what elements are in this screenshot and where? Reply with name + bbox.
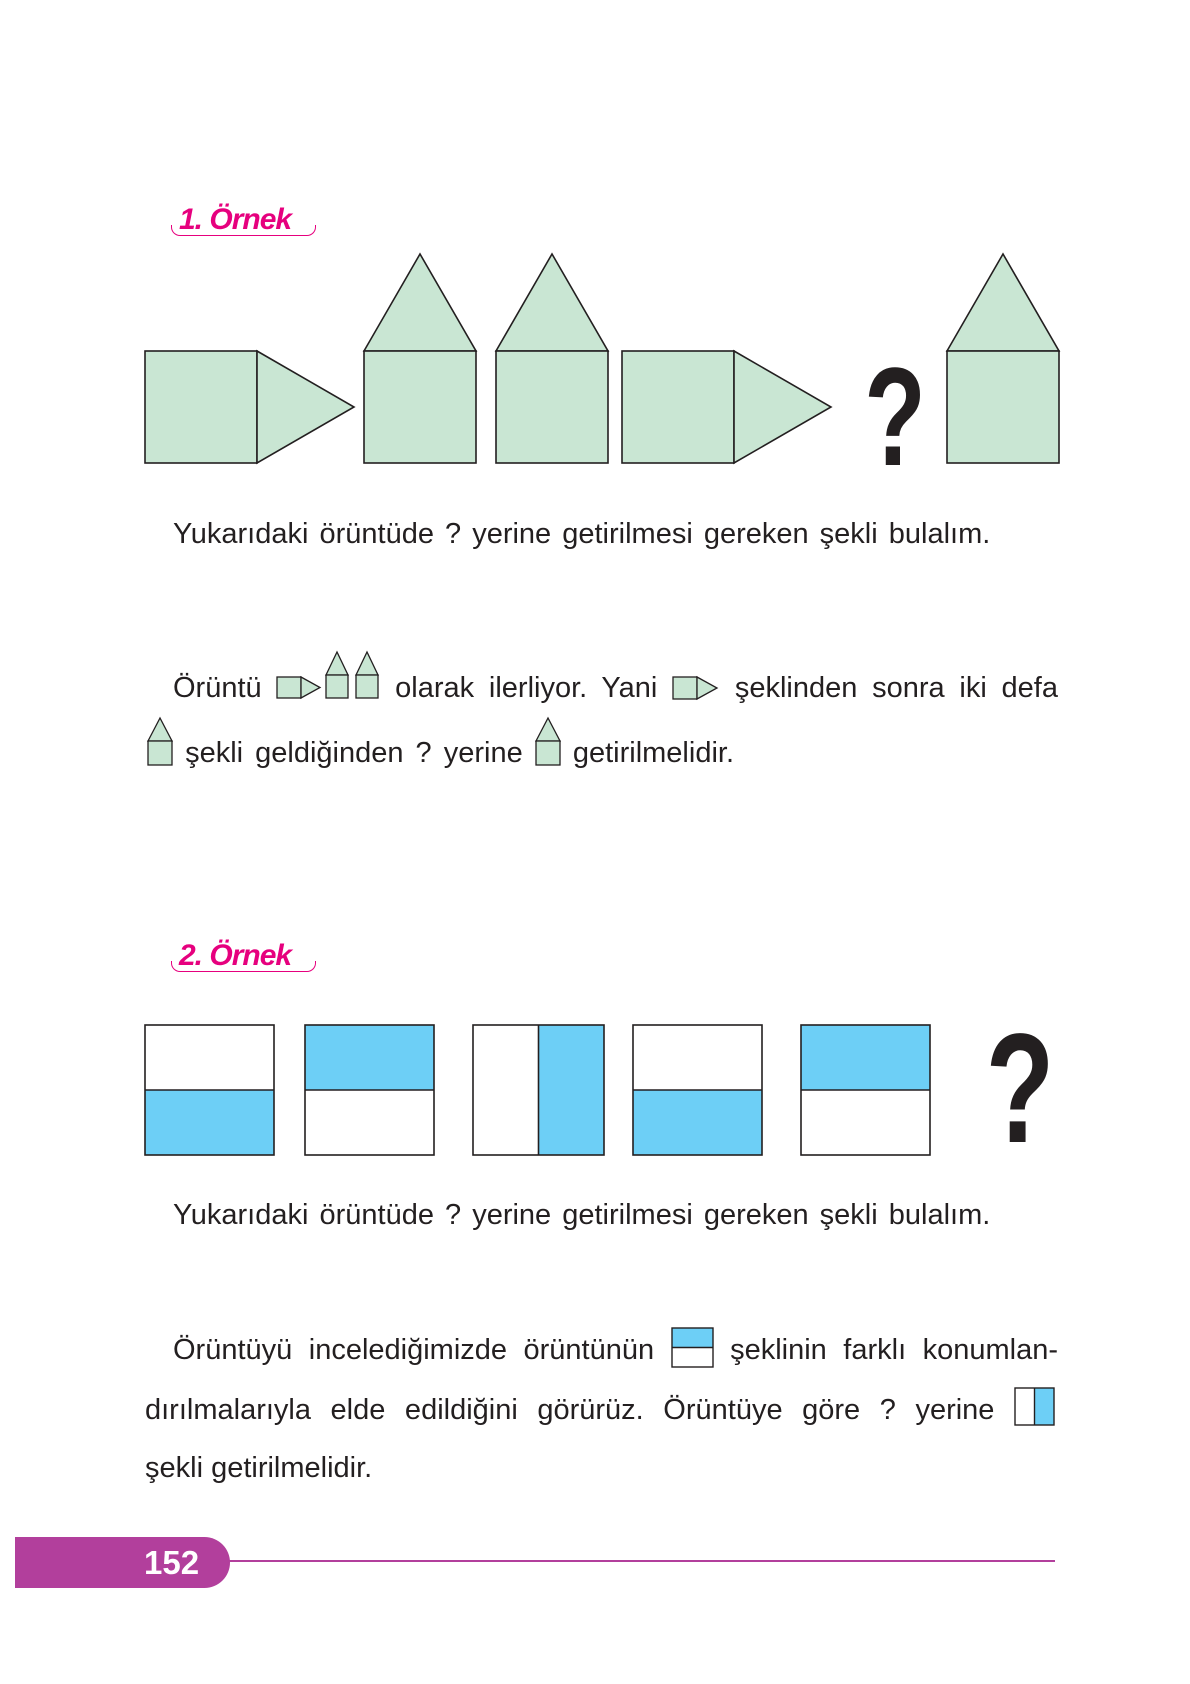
half-blue-right-square-icon xyxy=(1014,1387,1055,1426)
explanation-text: Örüntü xyxy=(173,672,262,704)
heading-bracket xyxy=(171,225,316,236)
house-icon xyxy=(535,717,561,766)
triangle xyxy=(257,351,354,463)
half-blue-top-square-icon xyxy=(671,1327,714,1368)
house-icon xyxy=(326,652,348,698)
explanation-text: Örüntüyü incelediğimizde örüntünün xyxy=(173,1334,655,1366)
question-mark xyxy=(986,1015,1055,1160)
example-2-heading: 2. Örnek xyxy=(179,939,292,972)
triangle xyxy=(734,351,831,463)
explanation-text: dırılmalarıyla elde edildiğini görürüz. Örüntüye göre ? yerine xyxy=(145,1394,995,1426)
roof-triangle xyxy=(496,254,608,351)
example-2-explanation-line-2 xyxy=(145,1390,1055,1430)
square xyxy=(947,351,1059,463)
square-with-triangle-icon xyxy=(672,676,720,700)
roof-triangle xyxy=(364,254,476,351)
example-1-prompt: Yukarıdaki örüntüde ? yerine getirilmesi gereken şekli bulalım. xyxy=(173,518,991,550)
square xyxy=(364,351,476,463)
example-2-pattern xyxy=(0,1015,1190,1160)
square-with-triangle-shape xyxy=(622,351,831,463)
explanation-text: olarak ilerliyor. Yani xyxy=(395,672,658,704)
house-icon xyxy=(356,652,378,698)
example-2-explanation-line-1 xyxy=(173,1330,1058,1370)
split-square-blue-bottom xyxy=(633,1025,762,1155)
square xyxy=(496,351,608,463)
split-square-blue-top xyxy=(305,1025,434,1155)
example-1-heading: 1. Örnek xyxy=(179,203,292,236)
house-shape xyxy=(364,254,476,463)
example-1-pattern xyxy=(0,240,1190,480)
example-2-prompt: Yukarıdaki örüntüde ? yerine getirilmesi gereken şekli bulalım. xyxy=(173,1199,991,1231)
blue-half xyxy=(145,1090,274,1155)
question-mark xyxy=(864,339,926,480)
split-square-blue-bottom xyxy=(145,1025,274,1155)
blue-half xyxy=(539,1025,605,1155)
explanation-text: şekli geldiğinden ? yerine xyxy=(185,737,523,769)
heading-bracket xyxy=(171,961,316,972)
example-1-explanation-line-2 xyxy=(147,733,734,773)
square-with-triangle-shape xyxy=(145,351,354,463)
split-square-blue-right xyxy=(473,1025,604,1155)
explanation-text: getirilmelidir. xyxy=(572,737,735,769)
page-number: 152 xyxy=(144,1544,200,1581)
footer-rule xyxy=(229,1560,1055,1562)
house-shape xyxy=(947,254,1059,463)
square xyxy=(145,351,257,463)
square-with-triangle-icon xyxy=(277,677,320,698)
explanation-text: şeklinin farklı konumlan- xyxy=(730,1334,1058,1366)
roof-triangle xyxy=(947,254,1059,351)
question-mark-text: ? xyxy=(985,1015,1055,1160)
pattern-unit-icon xyxy=(276,650,380,700)
example-2-explanation-line-3: şekli getirilmelidir. xyxy=(145,1452,373,1484)
split-square-blue-top xyxy=(801,1025,930,1155)
blue-half xyxy=(801,1025,930,1090)
square xyxy=(622,351,734,463)
blue-half xyxy=(305,1025,434,1090)
house-shape xyxy=(496,254,608,463)
example-1-explanation-line-1 xyxy=(173,668,1058,708)
question-mark-text: ? xyxy=(864,338,926,480)
house-icon xyxy=(147,717,173,766)
blue-half xyxy=(633,1090,762,1155)
explanation-text: şeklinden sonra iki defa xyxy=(734,672,1058,704)
